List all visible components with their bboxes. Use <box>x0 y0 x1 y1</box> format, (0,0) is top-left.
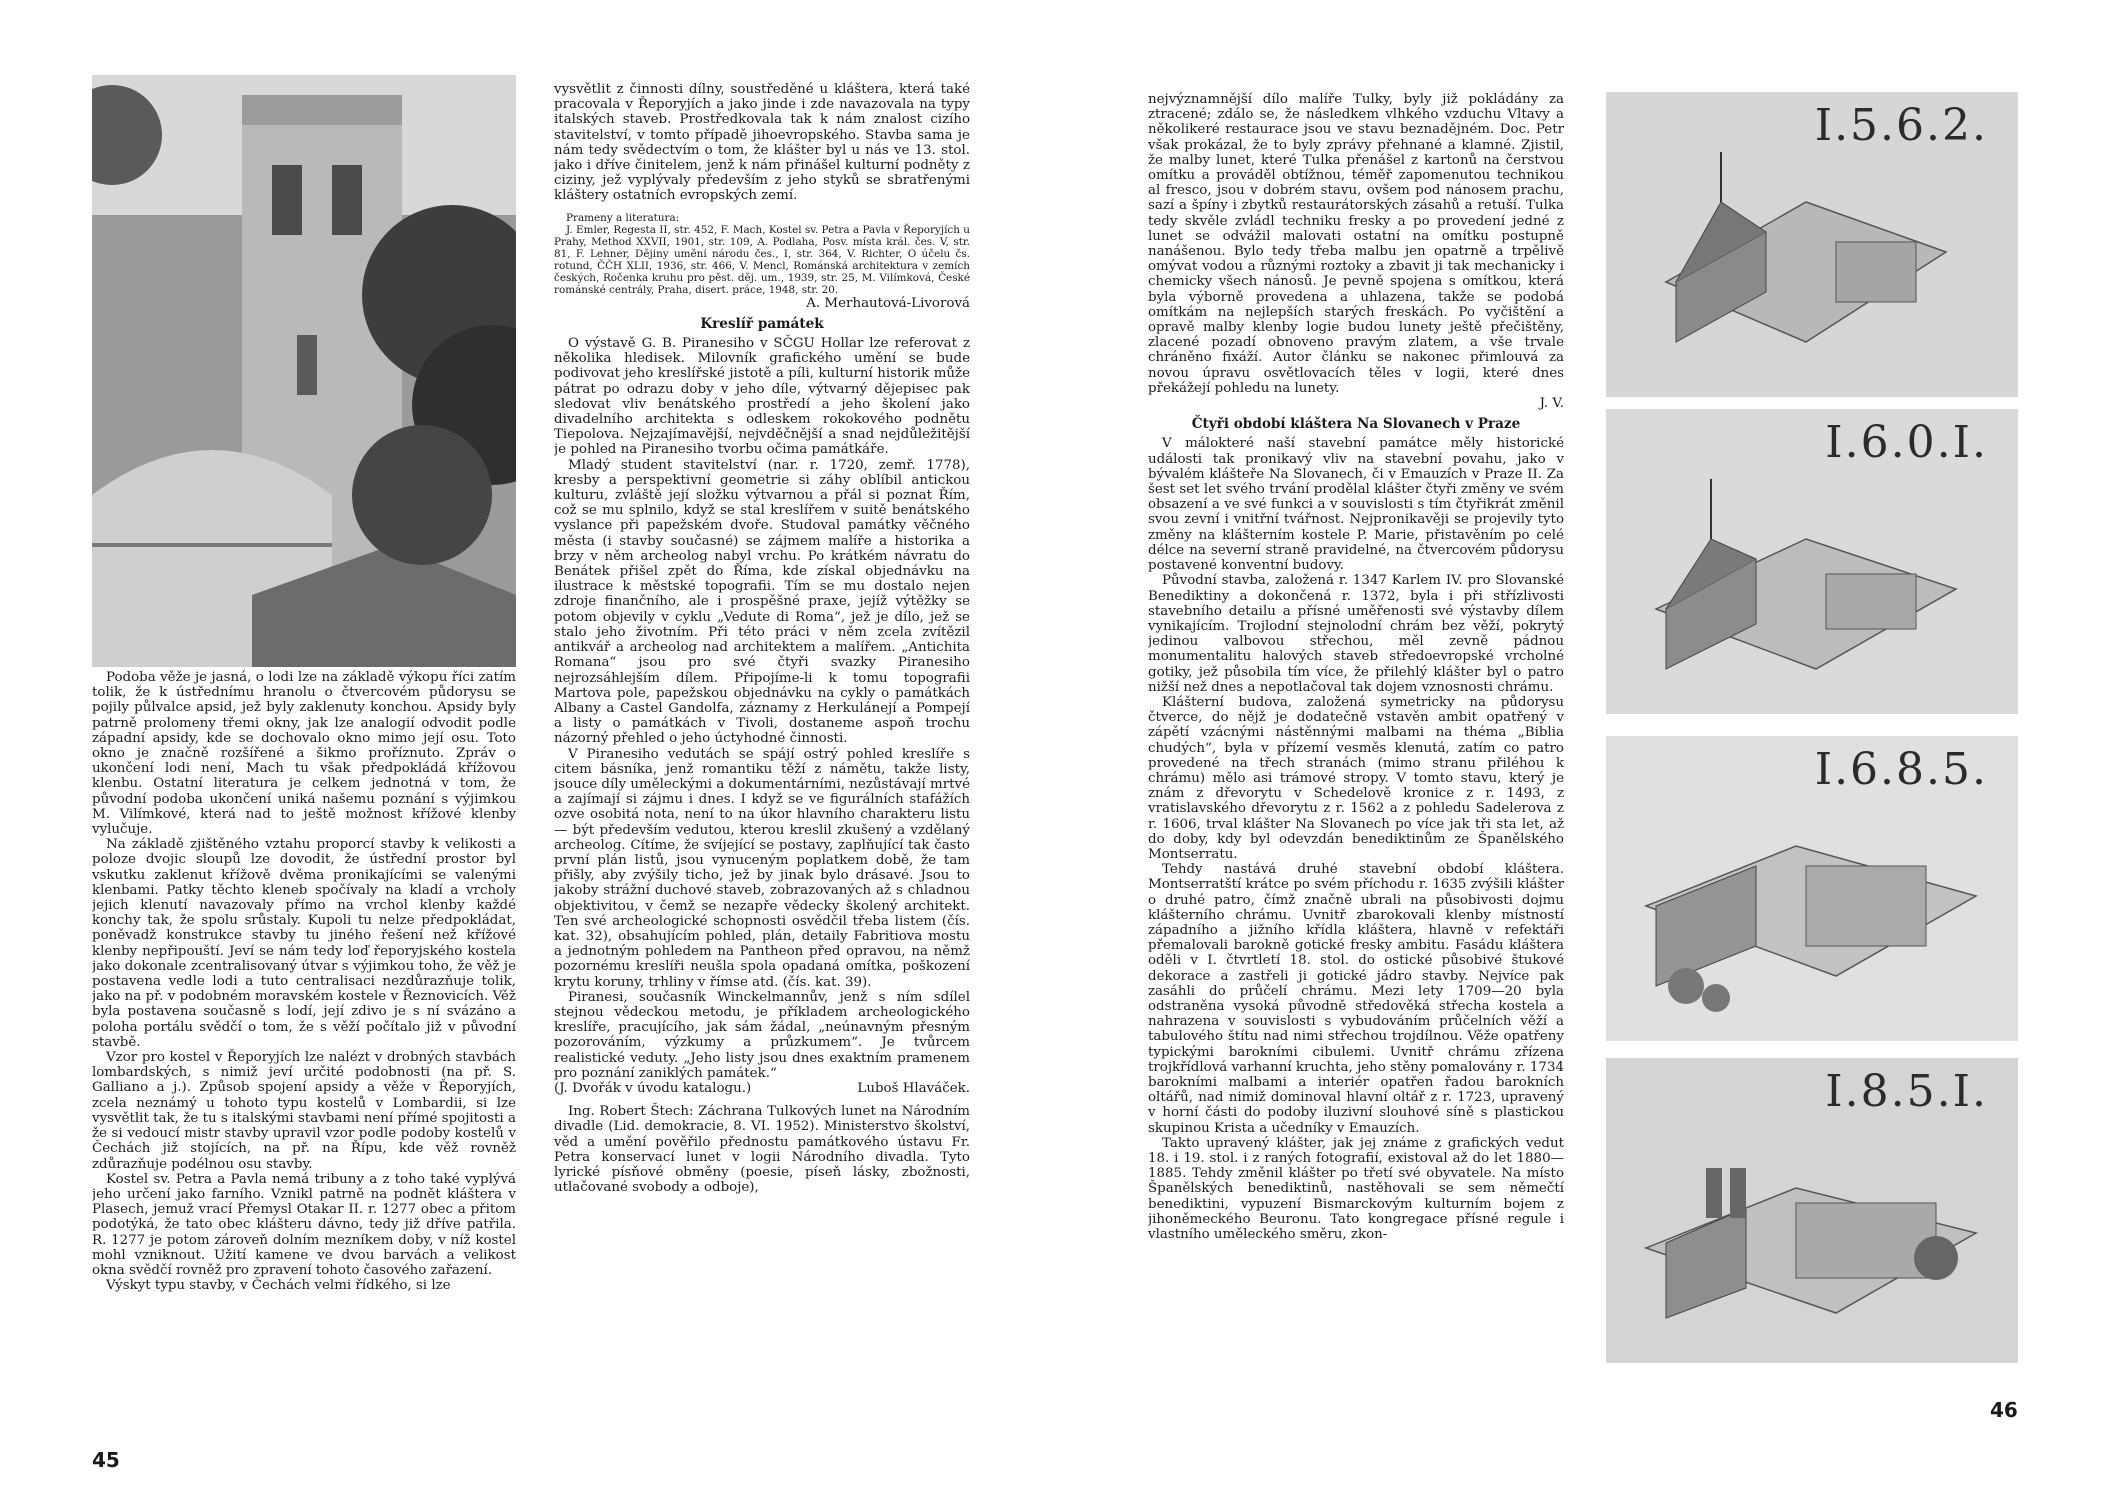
paragraph: nejvýznamnější dílo malíře Tulky, byly již pokládány za ztracené; zdálo se, že následkem vlhkého vzduchu Vltavy a několikeré restaurace jsou ve stavu beznadějném. Doc. Petr však prokázal, že to byly zprávy přehnané a klamné. Zjistil, že malby lunet, které Tulka přenášel z kartonů na čerstvou omítku a prováděl obtížnou, téměř zapomenutou technikou al fresco, jsou v dobrém stavu, ovšem pod nánosem prachu, sazí a špíny i zbytků restaurátorských zásahů a retuší. Tulka tedy skvěle zvládl techniku fresky a po provedení jedné z lunet se odvážil malovati ostatní na omítku postupně nanášenou. Bylo tedy třeba malbu jen opatrně a trpělivě omývat vodou a různými roztoky a zbavit ji tak mechanicky i chemicky všech nánosů. Je pevně spojena s omítkou, která byla výborně provedena a uhlazena, takže se podobá omítkám na nejlepších starých freskách. Po vyčištění a opravě malby klenby logie budou lunety ještě přečištěny, zlacené pozadí obnoveno pravým zlatem, a vše trvale chráněno fixáží. Autor článku se nakonec přimlouvá za novou úpravu osvětlovacích těles v logii, které dnes překážejí pohledu na lunety. <box>1148 92 1564 396</box>
paragraph: Piranesi, současník Winckelmannův, jenž s ním sdílel stejnou vědeckou metodu, je příkladem archeologického kreslíře, pracujícího, jak sám žádal, „neúnavným přesným pozorováním, výzkumy a průzkumem“. Je tvůrcem realistické veduty. „Jeho listy jsou dnes exaktním pramenem pro poznání zaniklých památek.“ <box>554 989 970 1081</box>
monastery-drawing-1562 <box>1606 92 2018 397</box>
citation-source: (J. Dvořák v úvodu katalogu.) <box>554 1080 752 1096</box>
page-number-right: 46 <box>1990 1398 2018 1422</box>
monastery-drawing-1601 <box>1606 409 2018 714</box>
church-tower-photo <box>92 75 516 667</box>
paragraph: Kostel sv. Petra a Pavla nemá tribuny a z toho také vyplývá jeho určení jako farního. Vznikl patrně na podnět kláštera v Plasech, jemuž vrací Přemysl Otakar II. r. 1277 obec a přitom podotýká, že tato obec klášteru dávno, tedy již dříve patřila. R. 1277 je potom zároveň dolním mezníkem doby, v níž kostel mohl vzniknout. Užití kamene ve dvou barvách a velikost okna svědčí rovněž pro zpravení tohoto časového zařazení. <box>92 1171 516 1278</box>
paragraph: Takto upravený klášter, jak jej známe z grafických vedut 18. i 19. stol. i z raných fotografií, existoval až do let 1880—1885. Tehdy změnil klášter po třetí své obyvatele. Na místo Španělských benediktinů, nastěhovali se sem němečtí benediktini, vypuzení Bismarckovým kulturním bojem z jihoněmeckého Beuronu. Tato kongregace přísné regule i vlastního uměleckého směru, zkon- <box>1148 1135 1564 1243</box>
author-signature: Luboš Hlaváček. <box>857 1080 970 1096</box>
monastery-drawing-1851 <box>1606 1058 2018 1363</box>
paragraph: V Piranesiho vedutách se spájí ostrý pohled kreslíře s citem básníka, jenž romantiku těží z námětu, takže listy, jsouce díly uměleckými a dokumentárními, nezůstávají mrtvé a zajímají si zájmu i dnes. I když se ve figurálních stafážích ozve osobitá nota, není to na úkor hlavního charakteru listu — být především vedutou, kterou kreslil zkušený a vzdělaný archeolog. Cítíme, že svíjející se postavy, zaplňující tak často první plán listů, jsou vynuceným poplatkem době, že tam přišly, aby zvýšily ticho, jež by jinak bylo drásavé. Jsou to jakoby strážní duchové staveb, zobrazovaných až s chladnou objektivitou, v čemž se nezapře vědecky školený architekt. Ten své archeologické schopnosti osvědčil třeba listem (čís. kat. 32), obsahujícím pohled, plán, detaily Fabritiova mostu a jednotným pohledem na Pantheon před opravou, na němž pozornému kreslíři neušla spola opadaná omítka, poškození krytu koruny, trhliny v římse atd. (čís. kat. 39). <box>554 746 970 990</box>
paragraph: Výskyt typu stavby, v Čechách velmi řídkého, si lze <box>106 1278 451 1294</box>
right-text-column <box>1148 92 1564 1422</box>
paragraph: Klášterní budova, založená symetricky na půdorysu čtverce, do nějž je dodatečně vstavěn ambit opatřený v zápětí vzácnými nástěnnými malbami na théma „Biblia chudých“, byla v přízemí vesměs klenutá, zatím co patro provedené na třech stranách (mimo stranu přiléhou k chrámu) mělo asi trámové stropy. V tomto stavu, který je znám z dřevorytu v Schedelově kronice z r. 1493, z vratislavského dřevorytu z r. 1562 a z pohledu Sadelerova z r. 1606, trval klášter Na Slovanech po více jak tři sta let, až do doby, kdy byl odevzdán benediktinům ze Španělského Montserratu. <box>1148 694 1564 862</box>
references-heading: Prameny a literatura: <box>566 211 680 224</box>
paragraph: Na základě zjištěného vztahu proporcí stavby k velikosti a poloze dvojic sloupů lze dovodit, že ústřední prostor byl vskutku zaklenut křížově dvěma pronikajícími se valenými klenbami. Patky těchto kleneb spočívaly na kladí a vrcholy jejich klenutí navazovaly přímo na vrchol klenby každé konchy tak, že spolu srůstaly. Kupoli tu nelze předpokládat, poněvadž konstrukce stavby tu jiného řešení než křížové klenby nepřipouští. Jeví se nám tedy loď řeporyjského kostela jako dokonale zcentralisovaný útvar s výjimkou toho, že věž je postavena vedle lodi a tuto centralisaci nezdůrazňuje tolik, jako na př. v podobném moravském kostele v Řeznovicích. Věž byla postavena současně s lodí, její zdivo je s ní svázáno a poloha portálu svědčí o tom, že s věží počítalo již v původní stavbě. <box>92 837 516 1050</box>
paragraph: V málokteré naší stavební památce měly historické události tak pronikavý vliv na stavební povahu, jako v bývalém klášteře Na Slovanech, či v Emauzích v Praze II. Za šest set let svého trvání prodělal klášter čtyři změny ve svém obsazení a ve své funkci a v souvislosti s tím čtyřikrát změnil svou zevní i vnitřní tvářnost. Nejpronikavěji se projevily tyto změny na klášterním kostele P. Marie, přistavěním po celé délce na severní straně pravidelné, na čtvercovém půdorysu postavené konventní budovy. <box>1148 436 1564 574</box>
paragraph: Tehdy nastává druhé stavební období kláštera. Montserratští krátce po svém příchodu r. 1635 zvýšili klášter o druhé patro, čímž značně ubrali na působivosti dojmu klášterního chrámu. Uvnitř zbarokovali klenby místností západního a jižního křídla kláštera, hlavně v refektáři přemalovali barokně gotické fresky ambitu. Fasádu kláštera oděli v I. čtvrtletí 18. stol. do ostické působivé štukové dekorace a zastřeli ji gotické jádro stavby. Nejvíce pak zasáhli do průčelí chrámu. Mezi lety 1709—20 byla odstraněna vysoká původně středověká střecha kostela a nahrazena v souvislosti s vybudováním průčelních věží a tabulového štítu nad nimi střechou trojdílnou. Věže opatřeny typickými barokními cibulemi. Uvnitř chrámu zřízena trojkřídlová varhanní kruchta, jeho stěny pomalovány r. 1734 barokními malbami a interiér opatřen řadou barokních oltářů, nad nimiž dominoval hlavní oltář z r. 1723, upravený v horní části do podoby iluzivní slouhové síně s plastickou skupinou Krista a učedníky v Emauzích. <box>1148 862 1564 1136</box>
year-label: I.5.6.2. <box>1814 100 1988 151</box>
paragraph: Vzor pro kostel v Řeporyjích lze nalézt v drobných stavbách lombardských, s nimiž jeví určité podobnosti (na př. S. Galliano a j.). Způsob spojení apsidy a věže v Řeporyjích, zcela neznámý u tohoto typu kostelů v Lombardii, si lze vysvětlit tak, že tu s italskými stavbami není přímé spojitosti a že si vedoucí mistr stavby upravil vzor podle podoby kostelů v Čechách již stojících, na př. na Řípu, kde věž rovněž zdůrazňuje podélnou osu stavby. <box>92 1050 516 1172</box>
paragraph: Původní stavba, založená r. 1347 Karlem IV. pro Slovanské Benediktiny a dokončená r. 1372, byla i při střízlivosti stavebního detailu a přísné uměřenosti své výstavby dílem vynikajícím. Trojlodní stejnolodní chrám bez věží, pokrytý jedinou valbovou střechou, měl zevně pádnou monumentalitu halových staveb středoevropské vrcholné gotiky, jež působila tím více, že přilehlý klášter byl o patro nižší než dnes a nepotlačoval tak dojem vznosnosti chrámu. <box>1148 573 1564 695</box>
paragraph: Mladý student stavitelství (nar. r. 1720, zemř. 1778), kresby a perspektivní geometrie si záhy oblíbil antickou kulturu, zvláště její složku výtvarnou a přál si poznat Řím, což se mu splnilo, když se stal kreslířem v suitě benátského vyslance při papežském dvoře. Studoval památky věčného města (i stavby současné) se zájmem malíře a historika a brzy v něm archeolog nabyl vrchu. Po krátkém návratu do Benátek přišel zpět do Říma, kde získal objednávku na ilustrace k městské topografii. Tím se mu dostalo nejen zdroje finančního, ale i prospěšné praxe, jejíž výtěžky se potom objevily v cyklu „Vedute di Roma“, jež je dílo, jež se stalo jeho životním. Při této práci v něm zcela zvítězil antikvář a archeolog nad architektem a malířem. „Antichita Romana“ jsou pro své čtyři svazky Piranesiho nejrozsáhlejším dílem. Připojíme-li k tomu topografii Martova pole, papežskou objednávku na cykly o památkách Albany a Castel Gandolfa, záznamy z Herkulánejí a Pompejí a listy o památkách v Tivoli, dostaneme aspoň trochu názorný přehled o jeho úctyhodné činnosti. <box>554 457 970 747</box>
article-title: Kreslíř památek <box>700 315 824 332</box>
citation-line <box>554 1081 970 1096</box>
year-label: I.6.8.5. <box>1814 744 1988 795</box>
author-signature: A. Merhautová-Livorová <box>806 295 970 311</box>
year-label: I.8.5.I. <box>1825 1066 1988 1117</box>
references-text: J. Emler, Regesta II, str. 452, F. Mach, Kostel sv. Petra a Pavla v Řeporyjích u Prahy, Method XXVII, 1901, str. 109, A. Podlaha, Posv. místa král. čes. V, str. 81, F. Lehner, Dějiny umění národu čes., I, str. 364, V. Richter, O účelu čs. rotund, ČČH XLII, 1936, str. 466, V. Mencl, Románská architektura v zemích českých, Ročenka kruhu pro pěst. děj. um., 1939, str. 25, M. Vilímková, České románské centrály, Praha, disert. práce, 1948, str. 20. <box>554 223 970 296</box>
author-signature: J. V. <box>1539 396 1564 412</box>
paragraph: Podoba věže je jasná, o lodi lze na základě výkopu říci zatím tolik, že k ústřednímu hranolu o čtvercovém půdorysu se pojily půlvalce apsid, jež byly zaklenuty konchou. Apsidy byly patrně prolomeny třemi okny, jak lze analogií odvodit podle západní apsidy, kde se dochovalo okno mimo její osu. Toto okno je značně rozšířené a šikmo proříznuto. Zpráv o ukončení lodi není, Mach tu však předpokládá křížovou klenbu. Ostatní literatura je celkem jednotná v tom, že původní podoba ukončení uniká našemu poznání s výjimkou M. Vilímkové, která nad to ještě možnost křížové klenby vylučuje. <box>92 670 516 838</box>
page-number-left: 45 <box>92 1448 120 1472</box>
paragraph: O výstavě G. B. Piranesiho v SČGU Hollar lze referovat z několika hledisek. Milovník grafického umění se bude podivovat jeho kreslířské jistotě a píli, kulturní historik může pátrat po odrazu doby v jeho díle, výtvarný dějepisec pak sledovat vliv benátského prostředí a jeho školení jako divadelního architekta s odleskem rokokového podnětu Tiepolova. Nejzajímavější, nejvděčnější a snad nejdůležitější je pohled na Piranesiho tvorbu očima památkáře. <box>554 336 970 458</box>
left-column <box>92 670 516 1410</box>
paragraph: Ing. Robert Štech: Záchrana Tulkových lunet na Národním divadle (Lid. demokracie, 8. VI. 1952). Ministerstvo školství, věd a umění pověřilo přednostu památkového ústavu Fr. Petra konservací lunet v logii Národního divadla. Tyto lyrické písňové obměny (poesie, píseň lásky, zbožnosti, utlačované svobody a odboje), <box>554 1104 970 1196</box>
year-label: I.6.0.I. <box>1825 417 1988 468</box>
article-title: Čtyři období kláštera Na Slovanech v Praze <box>1191 416 1521 433</box>
references <box>554 212 970 296</box>
middle-column <box>554 82 970 1412</box>
paragraph: vysvětlit z činnosti dílny, soustředěné u kláštera, která také pracovala v Řeporyjích a jako jinde i zde navazovala na typy italských staveb. Prostředkovala tak k nám znalost cizího stavitelství, v tomto případě jihoevropského. Stavba sama je nám tedy svědectvím o tom, že klášter byl u nás ve 13. stol. jako i dříve činitelem, jenž k nám přinášel kulturní podněty z ciziny, jež vyplývaly především z jeho styků se sbratřenými kláštery ostatních evropských zemí. <box>554 82 970 204</box>
monastery-drawing-1685 <box>1606 736 2018 1041</box>
